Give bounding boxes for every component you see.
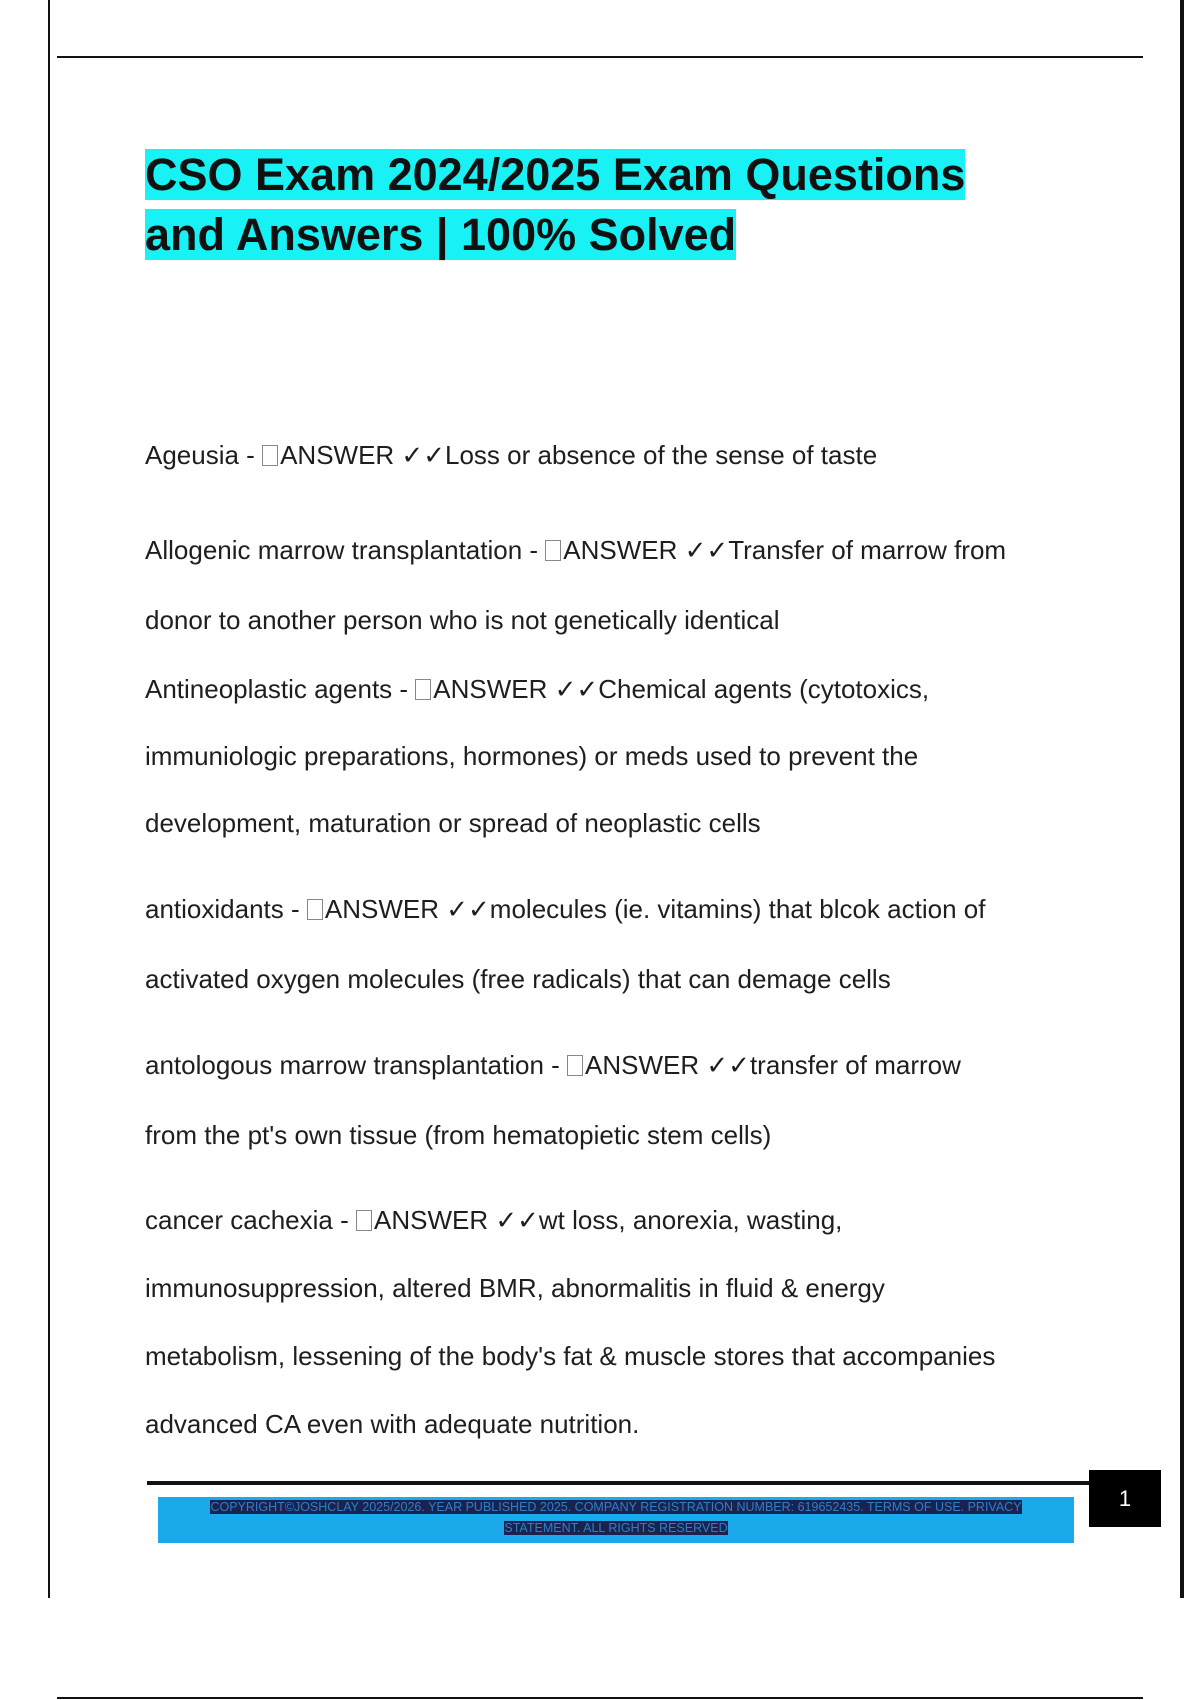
entry-definition: transfer of marrow	[749, 1050, 961, 1080]
answer-marker: ANSWER ✓✓	[433, 674, 599, 704]
qa-entry	[145, 1030, 1095, 1170]
entry-definition-cont: immuniologic preparations, hormones) or meds used to prevent the	[145, 741, 919, 771]
entry-definition-cont: immunosuppression, altered BMR, abnormalitis in fluid & energy	[145, 1273, 885, 1303]
entry-definition-cont: activated oxygen molecules (free radicals) that can demage cells	[145, 964, 891, 994]
copyright-line-1: COPYRIGHT©JOSHCLAY 2025/2026. YEAR PUBLISHED 2025. COMPANY REGISTRATION NUMBER: 619652435. TERMS OF USE. PRIVACY	[210, 1500, 1022, 1514]
page-title	[145, 145, 1045, 265]
title-line-1: CSO Exam 2024/2025 Exam Questions	[145, 149, 966, 200]
copyright-line-2: STATEMENT. ALL RIGHTS RESERVED	[504, 1521, 728, 1535]
answer-marker: ANSWER ✓✓	[585, 1050, 750, 1080]
copyright-footer	[158, 1497, 1074, 1543]
entry-definition-cont: advanced CA even with adequate nutrition.	[145, 1409, 640, 1439]
entry-definition: molecules (ie. vitamins) that blcok action of	[489, 894, 986, 924]
missing-glyph-icon	[545, 540, 561, 561]
entry-definition: Transfer of marrow from	[728, 535, 1007, 565]
entry-term: Allogenic marrow transplantation -	[145, 535, 546, 565]
missing-glyph-icon	[307, 899, 323, 920]
entry-definition-cont: metabolism, lessening of the body's fat & muscle stores that accompanies	[145, 1341, 996, 1371]
page-number-badge: 1	[1089, 1470, 1161, 1527]
footer-rule	[147, 1481, 1090, 1485]
entry-definition: Loss or absence of the sense of taste	[445, 440, 878, 470]
entry-term: antologous marrow transplantation -	[145, 1050, 568, 1080]
entry-definition-cont: from the pt's own tissue (from hematopietic stem cells)	[145, 1120, 772, 1150]
answer-marker: ANSWER ✓✓	[280, 440, 445, 470]
entry-term: Ageusia -	[145, 440, 263, 470]
missing-glyph-icon	[567, 1055, 583, 1076]
entry-definition: wt loss, anorexia, wasting,	[538, 1205, 843, 1235]
page-border-left	[48, 0, 50, 1598]
page-border-right	[1180, 0, 1184, 1598]
answer-marker: ANSWER ✓✓	[563, 535, 729, 565]
answer-marker: ANSWER ✓✓	[324, 894, 490, 924]
missing-glyph-icon	[262, 445, 278, 466]
qa-entry	[145, 515, 1095, 655]
answer-marker: ANSWER ✓✓	[373, 1205, 539, 1235]
header-rule	[57, 56, 1143, 58]
entry-term: cancer cachexia -	[145, 1205, 356, 1235]
page-bottom-rule	[57, 1697, 1143, 1699]
qa-entry	[145, 440, 1095, 470]
entry-definition: Chemical agents (cytotoxics,	[598, 674, 930, 704]
entry-definition-cont: development, maturation or spread of neoplastic cells	[145, 808, 761, 838]
entry-definition-cont: donor to another person who is not genetically identical	[145, 605, 780, 635]
entry-term: Antineoplastic agents -	[145, 674, 416, 704]
qa-entry	[145, 874, 1095, 1014]
entry-term: antioxidants -	[145, 894, 307, 924]
missing-glyph-icon	[356, 1210, 372, 1231]
qa-entry	[145, 656, 1095, 857]
title-line-2: and Answers | 100% Solved	[145, 209, 737, 260]
qa-entry	[145, 1186, 1095, 1458]
missing-glyph-icon	[415, 679, 431, 700]
